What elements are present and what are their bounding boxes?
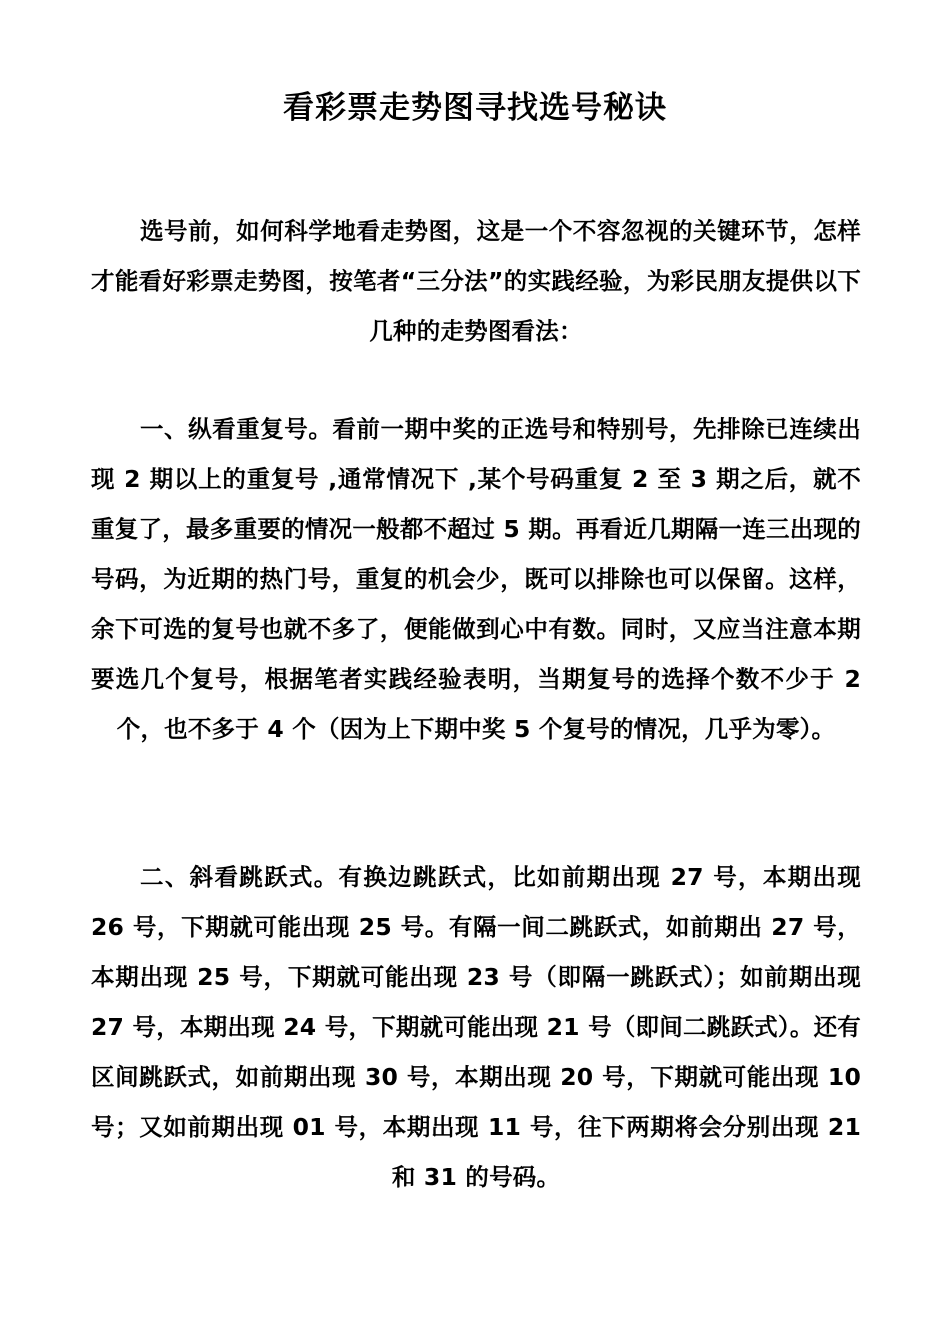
document-title: 看彩票走势图寻找选号秘诀	[283, 90, 667, 126]
section-two-paragraph: 二、斜看跳跃式。有换边跳跃式，比如前期出现 27 号，本期出现 26 号，下期就可能出现 25 号。有隔一间二跳跃式，如前期出 27 号，本期出现 25 号，下期就可能出现 23 号（即隔一跳跃式）；如前期出现 27 号，本期出现 24 号，下期就可能出现 21 号（即间二跳跃式）。还有区间跳跃式，如前期出现 30 号，本期出现 20 号，下期就可能出现 10 号；又如前期出现 01 号，本期出现 11 号，往下两期将会分别出现 21 和 31 的号码。	[91, 863, 861, 1191]
section-one-paragraph: 一、纵看重复号。看前一期中奖的正选号和特别号，先排除已连续出现 2 期以上的重复号 ,通常情况下 ,某个号码重复 2 至 3 期之后，就不重复了，最多重要的情况一般都不超过 5 期。再看近几期隔一连三出现的号码，为近期的热门号，重复的机会少，既可以排除也可以保留。这样，余下可选的复号也就不多了，便能做到心中有数。同时，又应当注意本期要选几个复号，根据笔者实践经验表明，当期复号的选择个数不少于 2 个，也不多于 4 个（因为上下期中奖 5 个复号的情况，几乎为零）。	[91, 415, 861, 743]
intro-paragraph: 选号前，如何科学地看走势图，这是一个不容忽视的关键环节，怎样才能看好彩票走势图，按笔者“三分法”的实践经验，为彩民朋友提供以下几种的走势图看法：	[91, 217, 861, 345]
